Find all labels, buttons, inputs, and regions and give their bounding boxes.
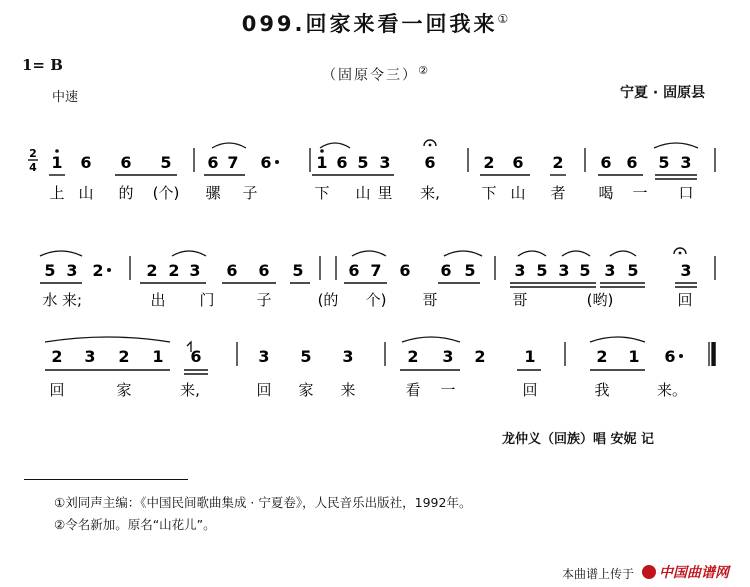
note: 5 bbox=[357, 153, 369, 172]
tempo-marking: 中速 bbox=[52, 90, 79, 105]
note: 3 bbox=[379, 153, 391, 172]
tie-arc bbox=[212, 143, 246, 148]
note: 6 bbox=[512, 153, 524, 172]
note: 6 bbox=[424, 153, 436, 172]
note: 3 bbox=[558, 261, 570, 280]
upload-notice: 本曲谱上传于 bbox=[562, 567, 635, 581]
tie-arc bbox=[562, 251, 590, 256]
note: 6 bbox=[80, 153, 92, 172]
lyric: 山 bbox=[78, 184, 94, 202]
note: 2 bbox=[146, 261, 158, 280]
note: 1 bbox=[524, 347, 536, 366]
note: 5 bbox=[627, 261, 639, 280]
tie-arc bbox=[402, 337, 460, 342]
lyric: 哥 bbox=[422, 291, 438, 309]
lyric: 山 bbox=[510, 184, 526, 202]
site-logo[interactable] bbox=[642, 562, 729, 582]
fermata-dot bbox=[679, 252, 682, 255]
time-signature-bottom: 4 bbox=[29, 161, 37, 174]
note: 1 bbox=[628, 347, 640, 366]
note: 5 bbox=[300, 347, 312, 366]
note: 5 bbox=[464, 261, 476, 280]
lyric: 的 bbox=[118, 184, 134, 202]
lyric: (个) bbox=[152, 184, 180, 202]
augmentation-dot bbox=[275, 160, 279, 164]
song-origin: 宁夏 · 固原县 bbox=[620, 85, 706, 101]
note: 6 bbox=[600, 153, 612, 172]
lyric: 个) bbox=[365, 291, 387, 309]
note: 2 bbox=[474, 347, 486, 366]
key-signature: 1= B bbox=[22, 56, 63, 74]
lyric: 骡 bbox=[205, 184, 221, 202]
note: 6 bbox=[226, 261, 238, 280]
note: 3 bbox=[84, 347, 96, 366]
note: 6 bbox=[260, 153, 272, 172]
tie-arc bbox=[352, 251, 386, 256]
tie-arc bbox=[444, 251, 482, 256]
note: 2 bbox=[552, 153, 564, 172]
note: 6 bbox=[258, 261, 270, 280]
note: 5 bbox=[579, 261, 591, 280]
lyric: 里 bbox=[377, 184, 393, 202]
tie-arc bbox=[45, 337, 170, 342]
lyric: 来, bbox=[420, 184, 440, 202]
lyric: 者 bbox=[550, 184, 566, 202]
note: 6 bbox=[190, 347, 202, 366]
lyric: 回 bbox=[256, 381, 272, 399]
tie-arc bbox=[610, 251, 636, 256]
note: 3 bbox=[189, 261, 201, 280]
note: 6 bbox=[336, 153, 348, 172]
lyric: 回 bbox=[677, 291, 693, 309]
lyric: 子 bbox=[256, 291, 272, 309]
lyric: 一 bbox=[440, 381, 456, 399]
lyric: 口 bbox=[678, 184, 694, 202]
tie-arc bbox=[518, 251, 546, 256]
lyric: 门 bbox=[199, 291, 215, 309]
lyric: 下 bbox=[314, 184, 330, 202]
tie-arc bbox=[172, 251, 206, 256]
augmentation-dot bbox=[107, 268, 111, 272]
lyric: 出 bbox=[150, 291, 166, 309]
lyric: 我 bbox=[594, 381, 610, 399]
note: 5 bbox=[536, 261, 548, 280]
note: 3 bbox=[442, 347, 454, 366]
tie-arc bbox=[590, 337, 645, 342]
note: 1 bbox=[51, 153, 63, 172]
note: 5 bbox=[44, 261, 56, 280]
lyric: 看 bbox=[405, 381, 421, 399]
lyric: 来。 bbox=[656, 381, 688, 399]
note: 2 bbox=[92, 261, 104, 280]
note: 6 bbox=[664, 347, 676, 366]
site-name: 中国曲谱网 bbox=[659, 565, 729, 581]
lyric: 来; bbox=[61, 291, 83, 309]
fermata-dot bbox=[429, 144, 432, 147]
note: 5 bbox=[292, 261, 304, 280]
lyric: 一 bbox=[632, 184, 648, 202]
lyric: 下 bbox=[481, 184, 497, 202]
lyric: 哥 bbox=[512, 291, 528, 309]
note: 2 bbox=[483, 153, 495, 172]
footnote-1: ①刘同声主编：《中国民间歌曲集成 · 宁夏卷》，人民音乐出版社，1992年。 bbox=[54, 495, 472, 510]
time-signature-top: 2 bbox=[29, 147, 37, 160]
note: 7 bbox=[227, 153, 239, 172]
tie-arc bbox=[40, 251, 82, 256]
subtitle-footnote-mark: ② bbox=[418, 64, 428, 77]
note: 2 bbox=[168, 261, 180, 280]
footnote-2: ②令名新加。原名“山花儿”。 bbox=[54, 517, 216, 532]
lyric: (哟) bbox=[586, 291, 614, 309]
lyric: 来 bbox=[340, 381, 356, 399]
note: 3 bbox=[342, 347, 354, 366]
octave-dot bbox=[320, 149, 324, 153]
note: 2 bbox=[51, 347, 63, 366]
note: 2 bbox=[118, 347, 130, 366]
note: 6 bbox=[440, 261, 452, 280]
lyric: 喝 bbox=[598, 184, 614, 202]
note: 6 bbox=[120, 153, 132, 172]
note: 3 bbox=[258, 347, 270, 366]
lyric: 来, bbox=[180, 381, 200, 399]
subtitle: （固原令三）② bbox=[322, 64, 428, 84]
note: 1 bbox=[152, 347, 164, 366]
tie-arc bbox=[654, 143, 698, 148]
lyric: 山 bbox=[355, 184, 371, 202]
note: 3 bbox=[66, 261, 78, 280]
note: 3 bbox=[604, 261, 616, 280]
note: 5 bbox=[658, 153, 670, 172]
title-footnote-mark: ① bbox=[497, 12, 509, 26]
song-title: 099.回家来看一回我来① bbox=[241, 12, 509, 36]
note: 7 bbox=[370, 261, 382, 280]
lyric: 子 bbox=[242, 184, 258, 202]
note: 6 bbox=[399, 261, 411, 280]
note: 1 bbox=[316, 153, 328, 172]
lyric: 家 bbox=[116, 381, 132, 399]
note: 6 bbox=[626, 153, 638, 172]
note: 3 bbox=[514, 261, 526, 280]
octave-dot bbox=[55, 149, 59, 153]
note: 6 bbox=[207, 153, 219, 172]
performer-credit: 龙仲义（回族）唱 安妮 记 bbox=[502, 432, 655, 447]
note: 3 bbox=[680, 153, 692, 172]
lyric: 回 bbox=[49, 381, 65, 399]
footnote-divider bbox=[24, 479, 188, 480]
lyric: (的 bbox=[317, 291, 339, 309]
augmentation-dot bbox=[679, 354, 683, 358]
logo-mark-icon bbox=[642, 565, 656, 579]
note: 2 bbox=[407, 347, 419, 366]
tie-arc bbox=[320, 143, 350, 148]
lyric: 家 bbox=[298, 381, 314, 399]
note: 2 bbox=[596, 347, 608, 366]
note: 6 bbox=[348, 261, 360, 280]
lyric: 水 bbox=[42, 291, 58, 309]
lyric: 上 bbox=[49, 184, 65, 202]
note: 5 bbox=[160, 153, 172, 172]
note: 3 bbox=[680, 261, 692, 280]
lyric: 回 bbox=[522, 381, 538, 399]
